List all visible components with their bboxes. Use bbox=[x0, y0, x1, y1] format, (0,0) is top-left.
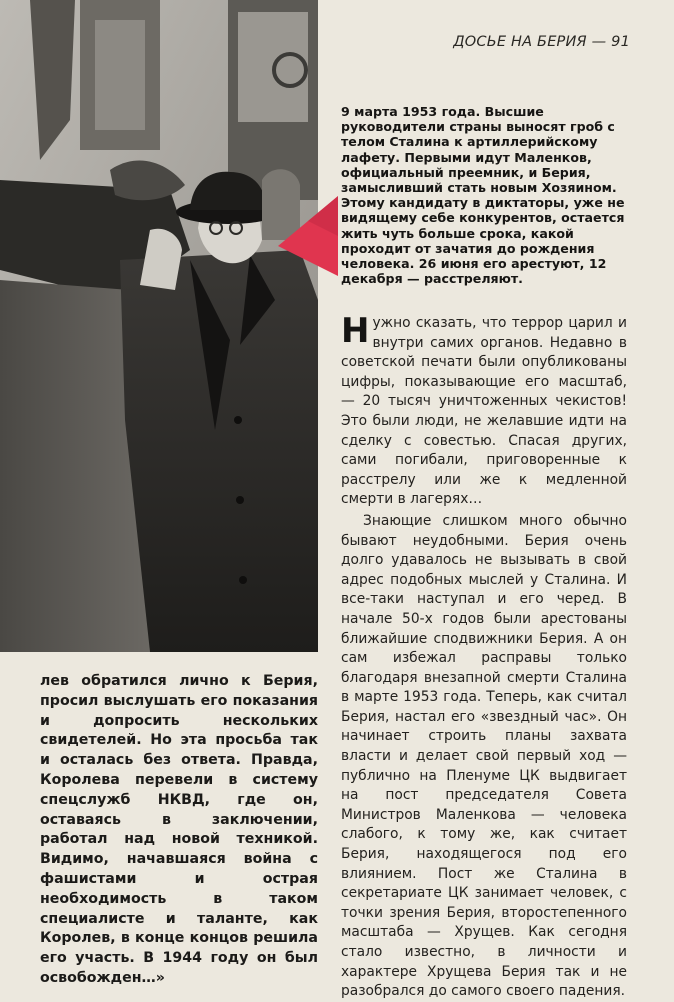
caption-pointer-triangle bbox=[278, 196, 338, 276]
paragraph-1-text: ужно сказать, что террор царил и внутри самих органов. Недавно в советской печати были опубликованы цифры, показывающие его масштаб, — 20 тысяч уничтоженных чекистов! Это были люди, не желавшие идти на сделку с совестью. Спасая других, сами погибали, приговоренные к расстрелу или же к медленной смерти в лагерях… bbox=[341, 315, 627, 508]
running-header: ДОСЬЕ НА БЕРИЯ — 91 bbox=[453, 34, 630, 50]
article-column-right bbox=[341, 311, 627, 1002]
article-paragraph-2: Знающие слишком много обычно бывают неудобными. Берия очень долго удавалось не вызывать в свой адрес подобных мыслей у Сталина. И все-таки наступал и его черед. В начале 50-х годов были арестованы ближайшие сподвижники Берия. А он сам избежал расправы только благодаря внезапной смерти Сталина в марте 1953 года. Теперь, как считал Берия, настал его «звездный час». Он начинает строить планы захвата власти и делает свой первый ход — публично на Пленуме ЦК выдвигает на пост председателя Совета Министров Маленкова — человека слабого, к тому же, как считает Берия, находящегося под его влиянием. Пост же Сталина в секретариате ЦК занимает человек, с точки зрения Берия, второстепенного масштаба — Хрущев. Как сегодня стало известно, в личности и характере Хрущева Берия так и не разобрался до самого своего падения. bbox=[341, 512, 627, 1000]
quote-continuation: лев обратился лично к Берия, просил выслушать его показания и допросить нескольких свидетелей. Но эта просьба так и осталась без ответа. Правда, Королева перевели в систему спецслужб НКВД, где он, оставаясь в заключении, работал над новой техникой. Видимо, начавшаяся война с фашистами и острая необходимость в таком специалисте и таланте, как Королев, в конце концов решила его участь. В 1944 году он был освобожден…» bbox=[40, 673, 318, 986]
article-paragraph-1 bbox=[341, 311, 627, 510]
photo-caption: 9 марта 1953 года. Высшие руководители страны выносят гроб с телом Сталина к артиллерийскому лафету. Первыми идут Маленков, официальный преемник, и Берия, замысливший стать новым Хозяином. Этому кандидату в диктаторы, уже не видящему себе конкурентов, остается жить чуть больше срока, какой проходит от зачатия до рождения человека. 26 июня его арестуют, 12 декабря — расстреляют. bbox=[341, 104, 625, 287]
archival-photo bbox=[0, 0, 318, 652]
drop-cap: Н bbox=[341, 311, 370, 351]
